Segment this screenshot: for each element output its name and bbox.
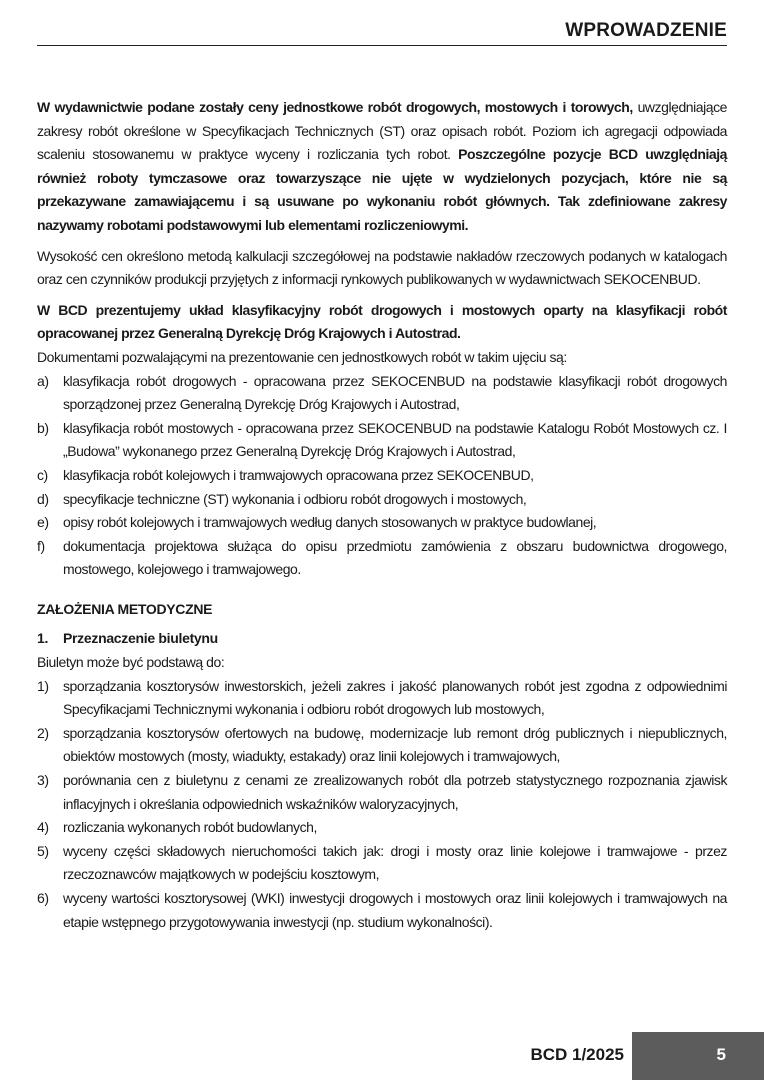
header-divider <box>37 45 727 46</box>
purpose-list <box>37 675 727 935</box>
list-item <box>37 464 727 488</box>
list-item <box>37 769 727 816</box>
intro-bold-tail: Poszczególne pozycje BCD uwzględniają również roboty tymczasowe oraz towarzyszące nie ujęte w wydzielonych pozycjach, które nie są przekazywane zamawiającemu i są usuwane po wykonaniu robót głównych. Tak zdefiniowane zakresy nazywamy robotami podstawowymi lub elementami rozliczeniowymi. <box>37 146 727 233</box>
list-marker: b) <box>37 419 49 436</box>
list-text: wyceny wartości kosztorysowej (WKI) inwestycji drogowych i mostowych oraz linii kolejowych i tramwajowych na etapie wstępnego przygotowywania inwestycji (np. studium wykonalności). <box>63 890 727 930</box>
list-marker: 4) <box>37 819 49 836</box>
intro-bold-lead: W wydawnictwie podane zostały ceny jednostkowe robót drogowych, mostowych i torowych, <box>37 99 633 115</box>
subsection-lead: Biuletyn może być podstawą do: <box>37 654 225 671</box>
intro-paragraph-4: Dokumentami pozwalającymi na prezentowanie cen jednostkowych robót w takim ujęciu są: <box>37 348 567 365</box>
page-number: 5 <box>716 1045 726 1064</box>
list-item <box>37 816 727 840</box>
list-marker: 6) <box>37 890 49 906</box>
intro-paragraph-3: W BCD prezentujemy układ klasyfikacyjny robót drogowych i mostowych oparty na klasyfikacji robót opracowanej przez Generalną Dyrekcję Dróg Krajowych i Autostrad. <box>37 301 727 342</box>
list-marker: a) <box>37 372 49 389</box>
page-footer <box>0 1032 764 1080</box>
list-item <box>37 840 727 887</box>
list-text: specyfikacje techniczne (ST) wykonania i odbioru robót drogowych i mostowych, <box>63 490 527 507</box>
footer-page-box <box>632 1032 764 1080</box>
list-item <box>37 511 727 535</box>
list-text: porównania cen z biuletynu z cenami ze zrealizowanych robót dla potrzeb statystycznego rozpoznania zjawisk inflacyjnych i określania odpowiednich wskaźników waloryzacyjnych, <box>63 772 727 812</box>
subsection-title: Przeznaczenie biuletynu <box>63 630 218 647</box>
list-marker: c) <box>37 466 48 483</box>
page-content <box>37 96 727 934</box>
list-text: klasyfikacja robót kolejowych i tramwajowych opracowana przez SEKOCENBUD, <box>63 466 534 483</box>
list-marker: d) <box>37 490 49 507</box>
list-text: dokumentacja projektowa służąca do opisu przedmiotu zamówienia z obszaru budownictwa drogowego, mostowego, kolejowego i tramwajowego. <box>63 537 727 578</box>
list-text: sporządzania kosztorysów inwestorskich, jeżeli zakres i jakość planowanych robót jest zgodna z odpowiednimi Specyfikacjami Technicznymi wykonania i odbioru robót drogowych lub mostowych, <box>63 677 727 718</box>
list-text: klasyfikacja robót drogowych - opracowana przez SEKOCENBUD na podstawie klasyfikacji robót drogowych sporządzonej przez Generalną Dyrekcję Dróg Krajowych i Autostrad, <box>63 372 727 413</box>
footer-publication-label: BCD 1/2025 <box>530 1045 624 1064</box>
intro-paragraph-2: Wysokość cen określono metodą kalkulacji szczegółowej na podstawie nakładów rzeczowych podanych w katalogach oraz cen czynników produkcji przyjętych z informacji rynkowych publikowanych w wydawnictwach SEKOCENBUD. <box>37 247 727 288</box>
section-heading: ZAŁOŻENIA METODYCZNE <box>37 600 213 617</box>
list-marker: 5) <box>37 842 49 859</box>
list-text: opisy robót kolejowych i tramwajowych według danych stosowanych w praktyce budowlanej, <box>63 514 597 531</box>
list-text: rozliczania wykonanych robót budowlanych, <box>63 819 317 836</box>
list-marker: 1) <box>37 677 49 694</box>
list-text: sporządzania kosztorysów ofertowych na budowę, modernizacje lub remont dróg publicznych i niepublicznych, obiektów mostowych (mosty, wiadukty, estakady) oraz linii kolejowych i tramwajowych, <box>63 724 727 765</box>
list-item <box>37 370 727 417</box>
list-item <box>37 535 727 582</box>
list-marker: 2) <box>37 724 49 741</box>
documents-list <box>37 370 727 582</box>
list-text: wyceny części składowych nieruchomości takich jak: drogi i mosty oraz linie kolejowe i tramwajowe - przez rzeczoznawców majątkowych w podejściu kosztowym, <box>63 842 727 883</box>
list-item <box>37 417 727 464</box>
intro-text: uwzględniające zakresy robót określone w Specyfikacjach Technicznych (ST) oraz opisach robót. Poziom ich agregacji odpowiada scaleniu stosowanemu w praktyce wyceny i rozliczania tych robot. <box>37 99 727 163</box>
list-item <box>37 722 727 769</box>
subsection-heading <box>37 627 727 651</box>
list-item <box>37 675 727 722</box>
subsection-number: 1. <box>37 630 49 647</box>
intro-paragraph-1 <box>37 96 727 238</box>
list-text: klasyfikacja robót mostowych - opracowana przez SEKOCENBUD na podstawie Katalogu Robót Mostowych cz. I „Budowa” wykonanego przez Generalną Dyrekcję Dróg Krajowych i Autostrad, <box>63 419 727 460</box>
list-item <box>37 488 727 512</box>
list-marker: e) <box>37 514 49 531</box>
list-marker: f) <box>37 537 45 554</box>
list-marker: 3) <box>37 772 49 789</box>
list-item <box>37 887 727 934</box>
page-header-title: WPROWADZENIE <box>565 20 727 41</box>
